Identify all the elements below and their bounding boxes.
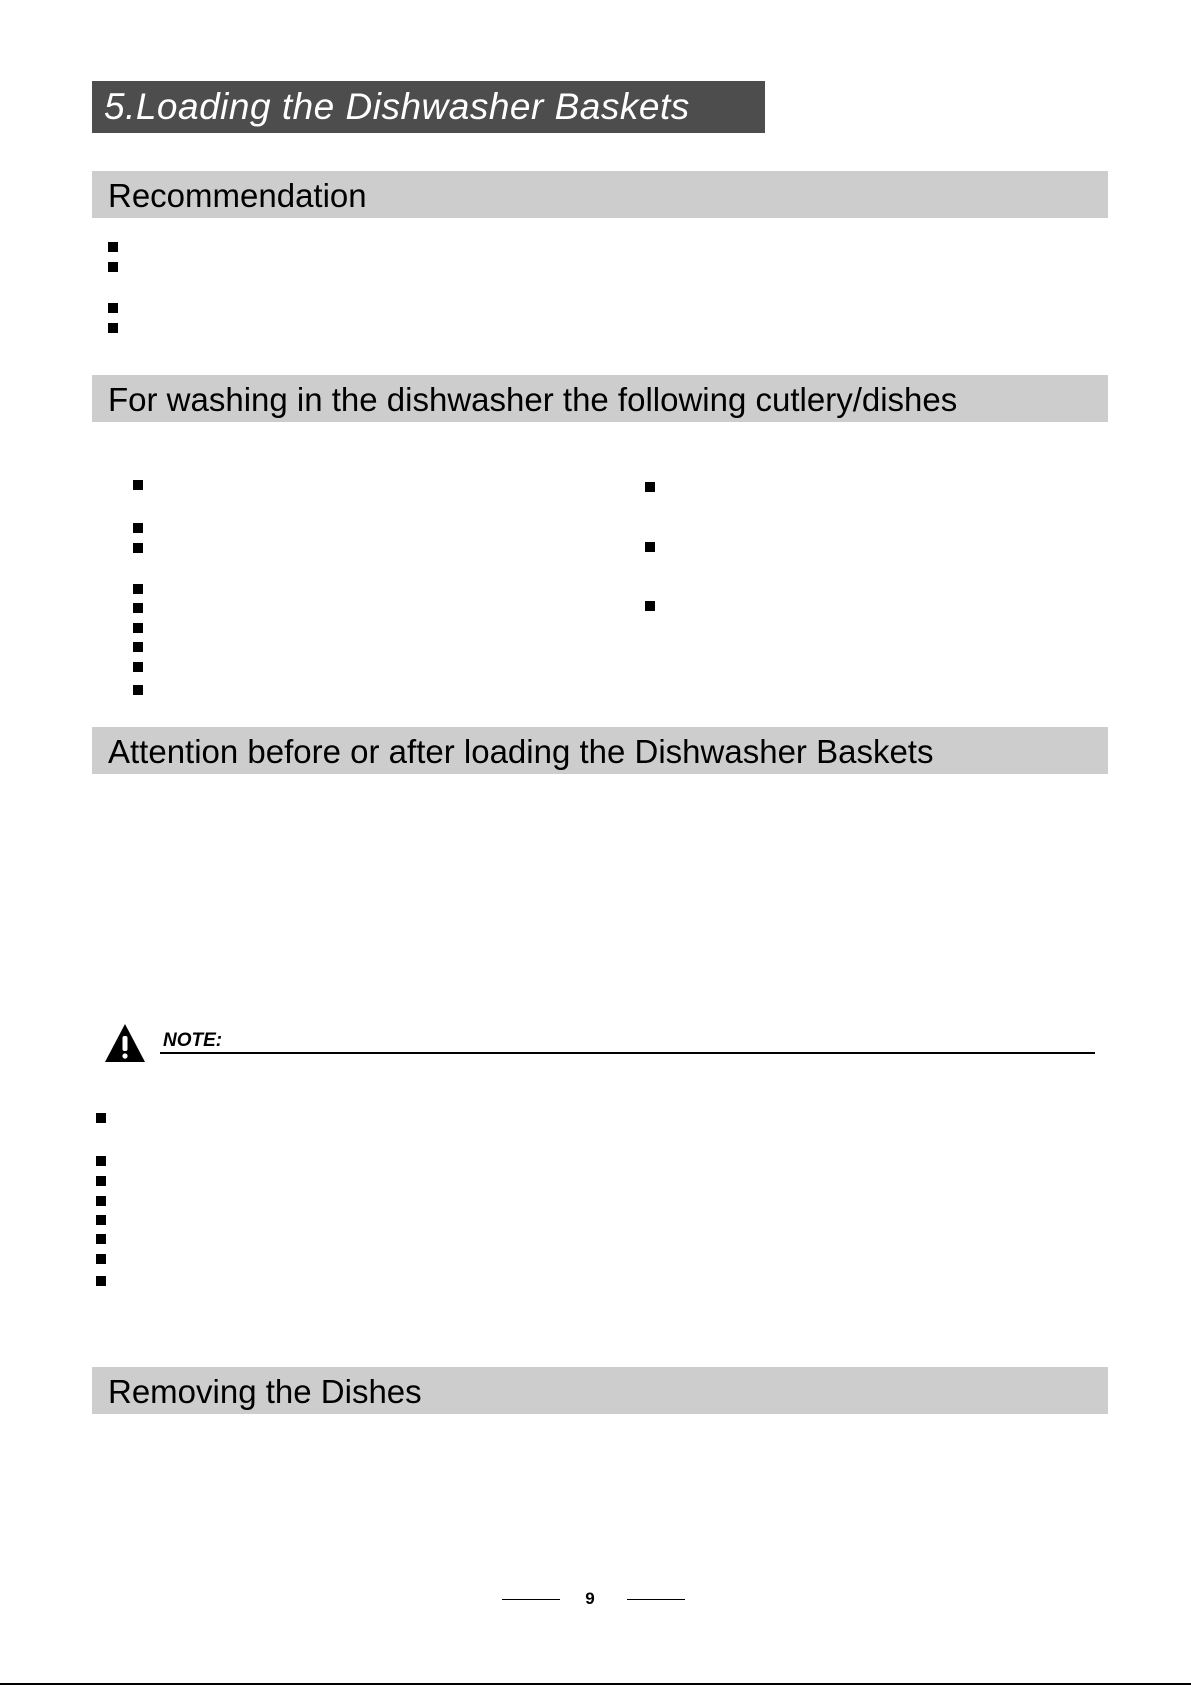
bullet-icon [133, 623, 143, 633]
section-heading-removing: Removing the Dishes [92, 1367, 1108, 1414]
section-heading-recommendation: Recommendation [92, 171, 1108, 218]
bullet-icon [645, 482, 655, 492]
bullet-icon [133, 543, 143, 553]
note-label: NOTE: [163, 1030, 223, 1051]
bullet-icon [96, 1156, 106, 1166]
page-number-rule-right [627, 1599, 685, 1600]
page-number-rule-left [502, 1599, 560, 1600]
bullet-icon [96, 1176, 106, 1186]
bullet-icon [108, 262, 118, 272]
bullet-icon [96, 1254, 106, 1264]
bullet-icon [133, 642, 143, 652]
chapter-title: 5.Loading the Dishwasher Baskets [92, 81, 765, 133]
bullet-icon [96, 1215, 106, 1225]
bullet-icon [133, 685, 143, 695]
note-divider [160, 1052, 1095, 1054]
bullet-icon [108, 323, 118, 333]
section-heading-attention: Attention before or after loading the Dishwasher Baskets [92, 727, 1108, 774]
page-number: 9 [585, 1589, 595, 1608]
bullet-icon [96, 1234, 106, 1244]
bullet-icon [133, 523, 143, 533]
bullet-icon [133, 603, 143, 613]
warning-triangle-icon [104, 1023, 146, 1063]
bullet-icon [133, 662, 143, 672]
bullet-icon [108, 242, 118, 252]
bullet-icon [645, 542, 655, 552]
bullet-icon [96, 1113, 106, 1123]
bullet-icon [96, 1276, 106, 1286]
section-heading-washing: For washing in the dishwasher the following cutlery/dishes [92, 375, 1108, 422]
bullet-icon [108, 303, 118, 313]
bullet-icon [96, 1196, 106, 1206]
bullet-icon [133, 584, 143, 594]
bullet-icon [133, 480, 143, 490]
bullet-icon [645, 601, 655, 611]
